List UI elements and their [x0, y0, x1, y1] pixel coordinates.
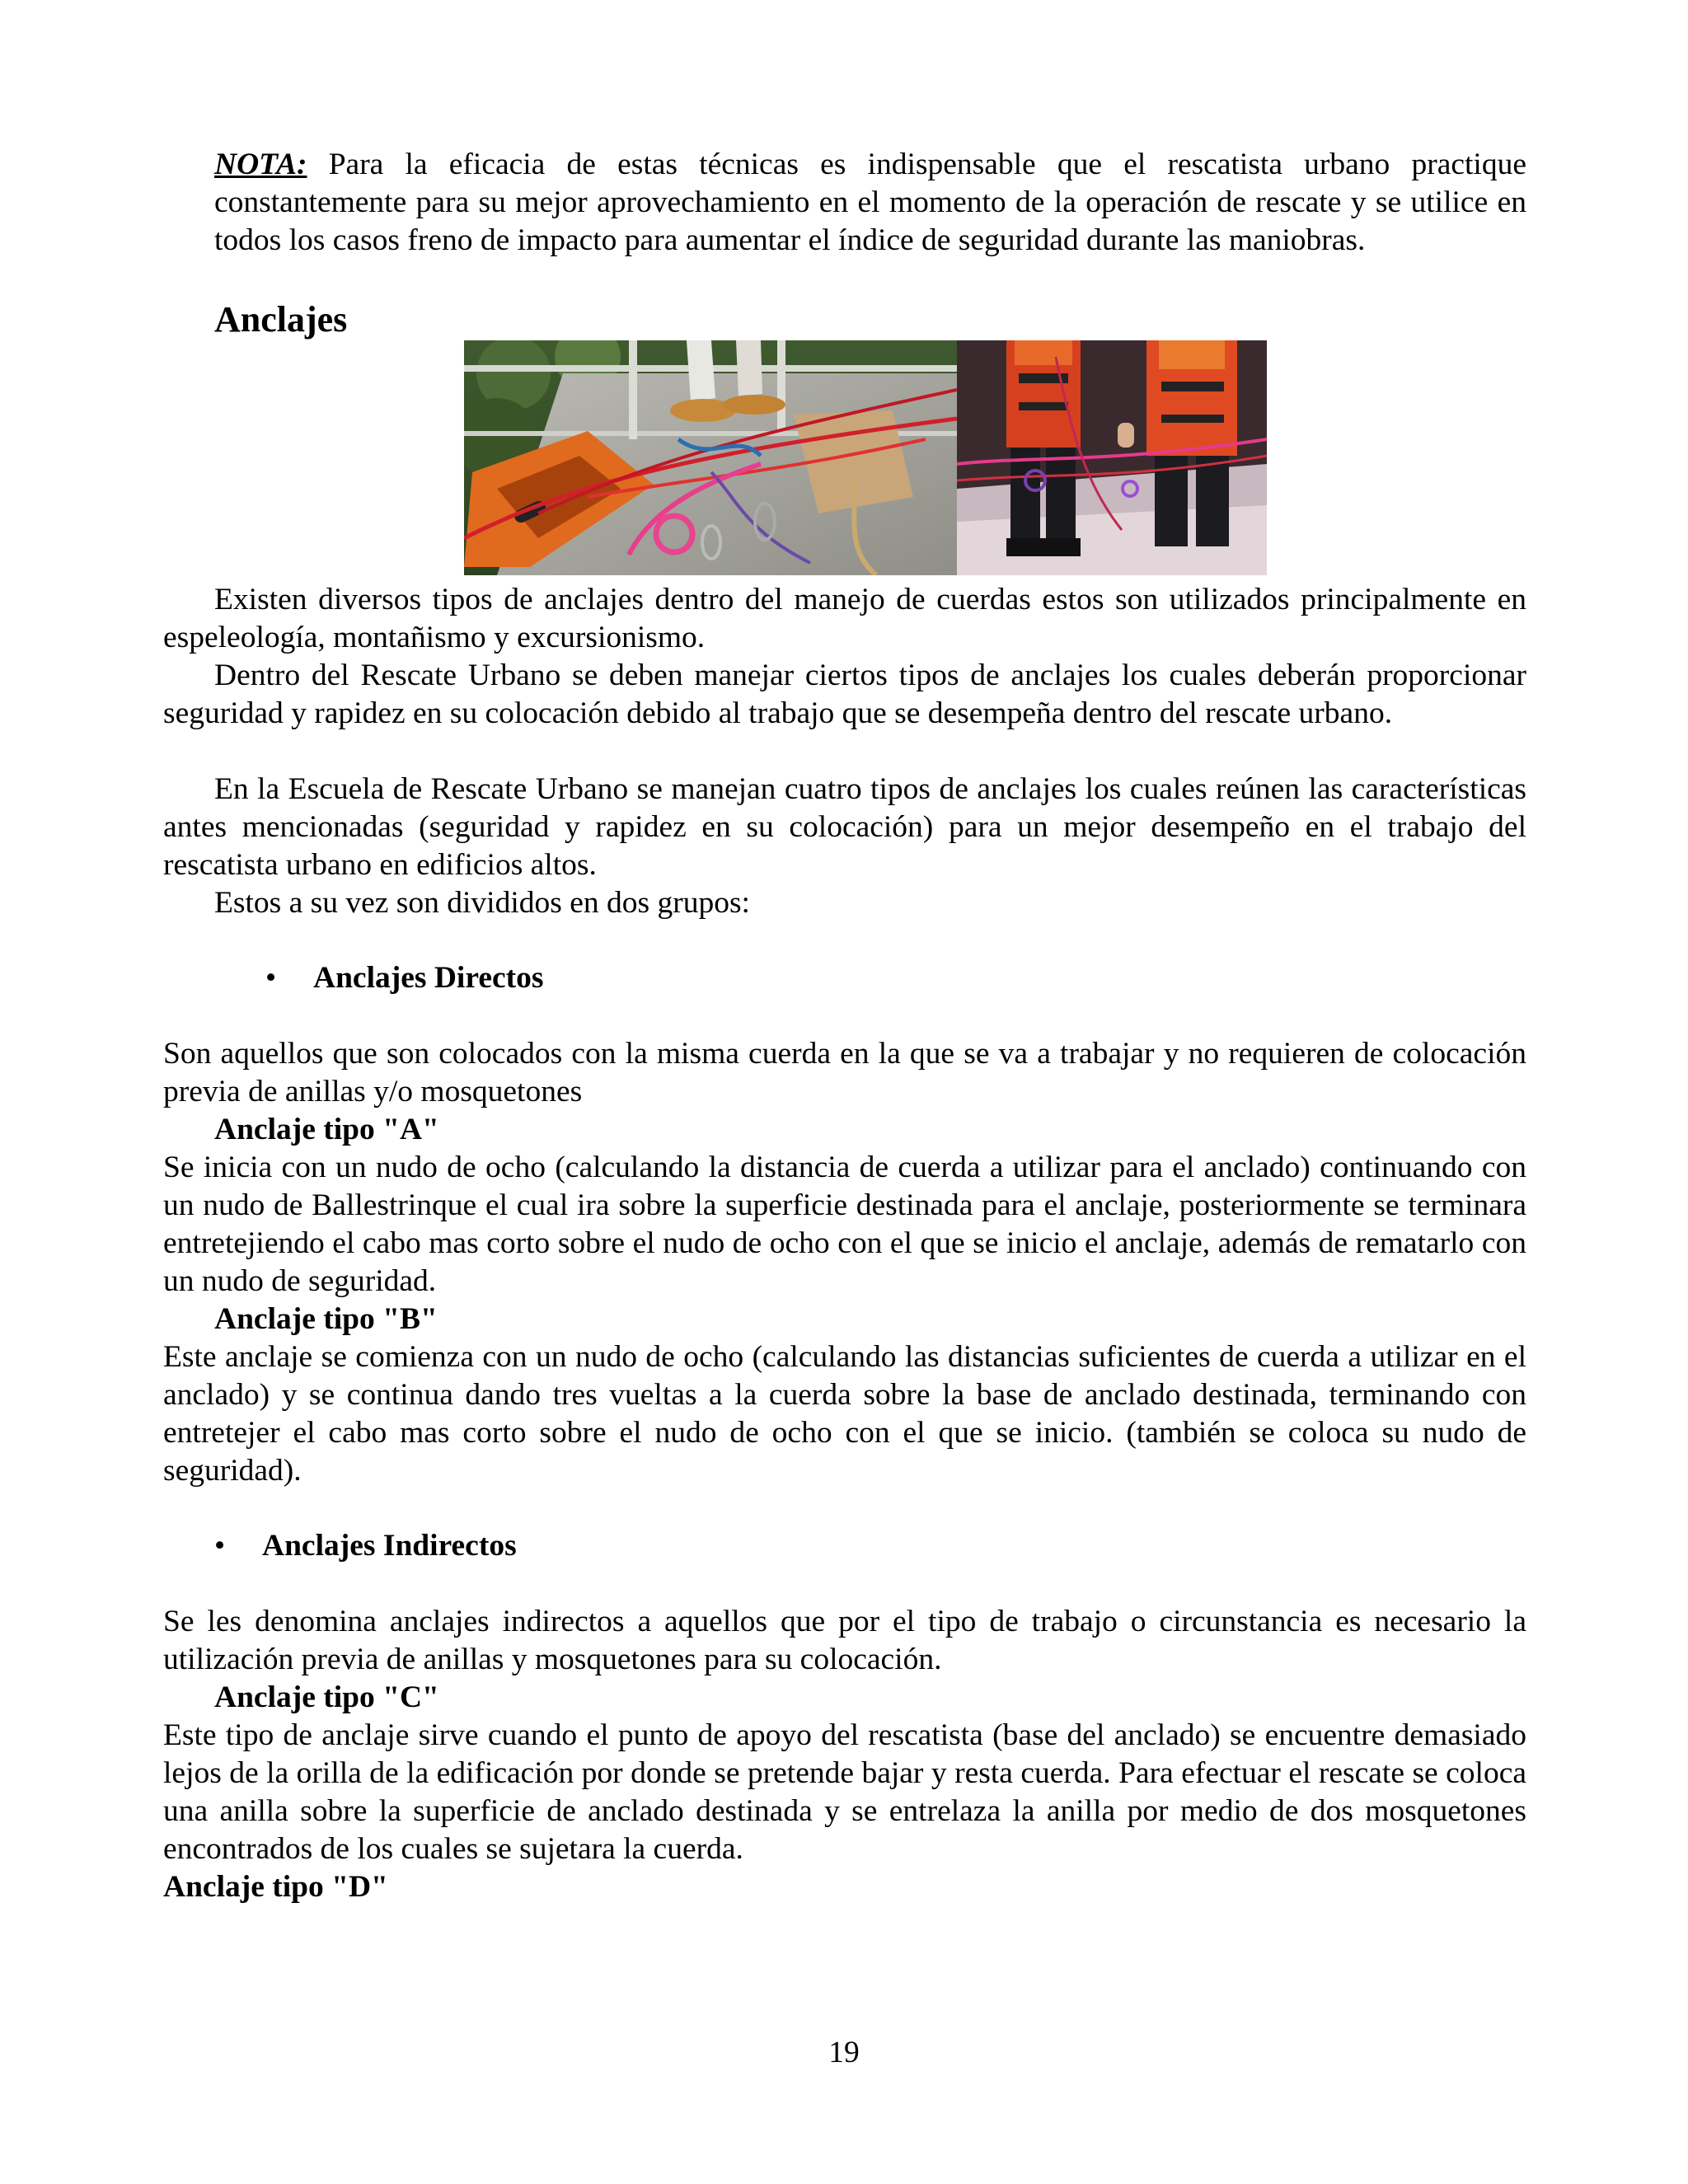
intro-paragraph-2: Dentro del Rescate Urbano se deben manejar ciertos tipos de anclajes los cuales deberán proporcionar seguridad y rapidez en su colocación debido al trabajo que se desempeña dentro del rescate urbano. [163, 658, 1526, 730]
directos-description: Son aquellos que son colocados con la misma cuerda en la que se va a trabajar y no requieren de colocación previa de anillas y/o mosquetones [163, 1037, 1526, 1108]
anclaje-tipo-c-title: Anclaje tipo "C" [214, 1680, 439, 1714]
nota-label: NOTA: [214, 148, 307, 181]
anclaje-tipo-a-title: Anclaje tipo "A" [214, 1113, 439, 1146]
intro-paragraph-3: En la Escuela de Rescate Urbano se manejan cuatro tipos de anclajes los cuales reúnen las características antes mencionadas (seguridad y rapidez en su colocación) para un mejor desempeño en el trabajo del rescatista urbano en edificios altos. [163, 772, 1526, 882]
indirectos-description: Se les denomina anclajes indirectos a aquellos que por el tipo de trabajo o circunstancia es necesario la utilización previa de anillas y mosquetones para su colocación. [163, 1605, 1526, 1676]
anclaje-tipo-b-text: Este anclaje se comienza con un nudo de ocho (calculando las distancias suficientes de cuerda a utilizar en el anclado) y se continua dando tres vueltas a la cuerda sobre la base de anclado destinada, terminando con entretejer el cabo mas corto sobre el nudo de ocho con el que se inicio. (también se coloca su nudo de seguridad). [163, 1340, 1526, 1488]
intro-paragraph-1: Existen diversos tipos de anclajes dentro del manejo de cuerdas estos son utilizados principalmente en espeleología, montañismo y excursionismo. [163, 583, 1526, 654]
anchor-photo-left [464, 340, 957, 575]
bullet-label: Anclajes Indirectos [262, 1529, 517, 1563]
rescuers-photo-right [957, 340, 1267, 575]
bullet-anclajes-indirectos [214, 1527, 517, 1565]
anclaje-tipo-b-title: Anclaje tipo "B" [214, 1302, 438, 1336]
anclaje-tipo-d-title: Anclaje tipo "D" [163, 1870, 388, 1904]
nota-text: Para la eficacia de estas técnicas es indispensable que el rescatista urbano practique constantemente para su mejor aprovechamiento en el momento de la operación de rescate y se utilice en todos los casos freno de impacto para aumentar el índice de seguridad durante las maniobras. [214, 148, 1526, 257]
anclaje-tipo-a-text: Se inicia con un nudo de ocho (calculando la distancia de cuerda a utilizar para el anclado) continuando con un nudo de Ballestrinque el cual ira sobre la superficie destinada para el anclaje, posteriormente se terminara entretejiendo el cabo mas corto sobre el nudo de ocho con el que se inicio el anclaje, además de rematarlo con un nudo de seguridad. [163, 1151, 1526, 1298]
page-number: 19 [828, 2036, 860, 2069]
bullet-label: Anclajes Directos [313, 961, 544, 995]
bullet-dot: • [265, 961, 277, 995]
bullet-dot: • [214, 1529, 226, 1563]
nota-paragraph [214, 146, 1526, 260]
section-heading: Anclajes [214, 299, 348, 340]
bullet-anclajes-directos [265, 959, 543, 997]
intro-paragraph-4: Estos a su vez son divididos en dos grupos: [214, 886, 750, 920]
anclaje-tipo-c-text: Este tipo de anclaje sirve cuando el punto de apoyo del rescatista (base del anclado) se encuentre demasiado lejos de la orilla de la edificación por donde se pretende bajar y resta cuerda. Para efectuar el rescate se coloca una anilla sobre la superficie de anclado destinada y se entrelaza la anilla por medio de dos mosquetones encontrados de los cuales se sujetara la cuerda. [163, 1718, 1526, 1866]
